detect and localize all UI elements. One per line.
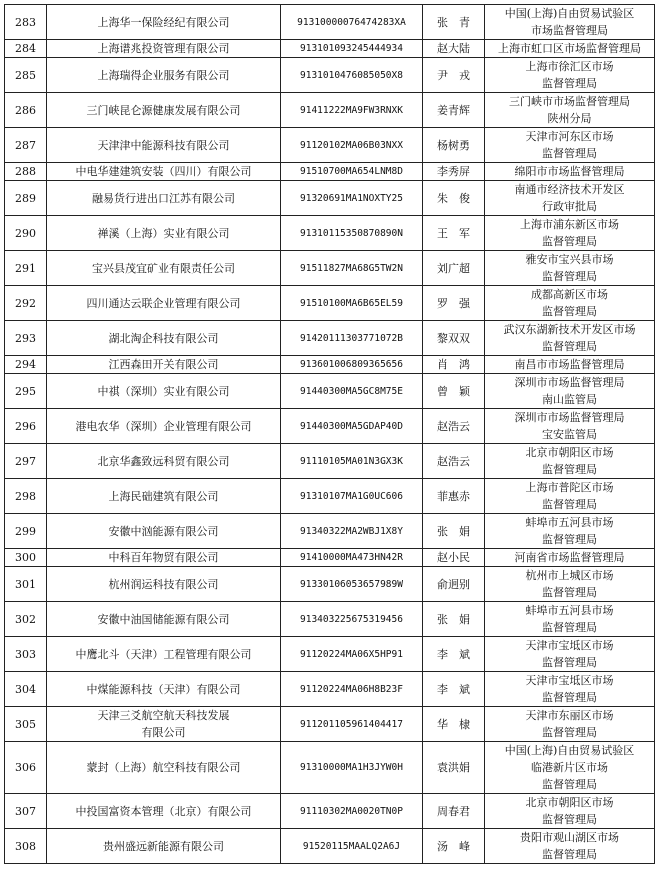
registration-authority (485, 40, 655, 58)
registration-authority (485, 567, 655, 602)
company-registry-table (4, 4, 655, 864)
credit-code: 91120224MA06X5HP91 (281, 637, 423, 672)
credit-code: 91520115MAALQ2A6J (281, 829, 423, 864)
credit-code: 91310115350870890N (281, 216, 423, 251)
legal-representative: 朱 俊 (423, 181, 485, 216)
row-number: 298 (5, 479, 47, 514)
company-name-line: 安徽中油国储能源有限公司 (97, 612, 230, 626)
company-name-line: 中祺（深圳）实业有限公司 (97, 384, 230, 398)
company-name-line: 北京华鑫致远科贸有限公司 (97, 454, 230, 468)
registration-authority (485, 672, 655, 707)
registration-authority-line: 深圳市市场监督管理局 (514, 411, 625, 424)
legal-representative: 王 军 (423, 216, 485, 251)
registration-authority-line: 南通市经济技术开发区 (514, 183, 625, 196)
registration-authority (485, 794, 655, 829)
company-name-line: 上海民础建筑有限公司 (108, 489, 219, 503)
registration-authority (485, 374, 655, 409)
table-row (5, 742, 655, 794)
credit-code: 91120224MA06H8B23F (281, 672, 423, 707)
row-number: 294 (5, 356, 47, 374)
company-name-line: 江西森田开关有限公司 (108, 358, 219, 371)
registration-authority-line: 河南省市场监督管理局 (514, 551, 625, 564)
row-number: 299 (5, 514, 47, 549)
registration-authority-line: 监督管理局 (542, 533, 597, 546)
registration-authority (485, 286, 655, 321)
registration-authority-line: 监督管理局 (542, 305, 597, 318)
registration-authority-line: 中国(上海)自由贸易试验区 (504, 7, 635, 20)
legal-representative: 周春君 (423, 794, 485, 829)
registration-authority (485, 216, 655, 251)
registration-authority (485, 356, 655, 374)
legal-representative: 尹 戎 (423, 58, 485, 93)
registration-authority-line: 三门峡市市场监督管理局 (509, 95, 630, 108)
registration-authority (485, 93, 655, 128)
company-name (47, 216, 281, 251)
company-name (47, 163, 281, 181)
registration-authority-line: 监督管理局 (542, 340, 597, 353)
registration-authority-line: 市场监督管理局 (531, 24, 608, 37)
legal-representative: 李 斌 (423, 672, 485, 707)
registration-authority (485, 549, 655, 567)
registration-authority (485, 444, 655, 479)
company-name (47, 829, 281, 864)
registration-authority-line: 蚌埠市五河县市场 (525, 516, 614, 529)
table-row (5, 128, 655, 163)
registration-authority-line: 监督管理局 (542, 77, 597, 90)
registration-authority-line: 南山监管局 (542, 393, 597, 406)
registration-authority (485, 321, 655, 356)
table-row (5, 672, 655, 707)
company-name (47, 321, 281, 356)
legal-representative: 杨树勇 (423, 128, 485, 163)
credit-code: 91510700MA654LNM8D (281, 163, 423, 181)
registration-authority-line: 宝安监管局 (542, 428, 597, 441)
company-name-line: 禅溪（上海）实业有限公司 (97, 226, 230, 240)
company-name-line: 上海谱兆投资管理有限公司 (97, 42, 230, 55)
table-row (5, 637, 655, 672)
row-number: 287 (5, 128, 47, 163)
company-name (47, 602, 281, 637)
row-number: 289 (5, 181, 47, 216)
company-name-line: 天津津中能源科技有限公司 (97, 138, 230, 152)
row-number: 300 (5, 549, 47, 567)
registration-authority-line: 监督管理局 (542, 463, 597, 476)
registration-authority-line: 监督管理局 (542, 656, 597, 669)
table-row (5, 356, 655, 374)
row-number: 306 (5, 742, 47, 794)
table-row (5, 444, 655, 479)
company-name (47, 444, 281, 479)
legal-representative: 张 娟 (423, 602, 485, 637)
company-name-line: 中电华建建筑安装（四川）有限公司 (75, 165, 252, 178)
registration-authority-line: 上海市虹口区市场监督管理局 (498, 42, 641, 55)
credit-code: 91411222MA9FW3RNXK (281, 93, 423, 128)
registration-authority-line: 天津市宝坻区市场 (525, 674, 614, 687)
company-name (47, 742, 281, 794)
company-name-line: 有限公司 (141, 726, 186, 739)
row-number: 292 (5, 286, 47, 321)
registration-authority (485, 829, 655, 864)
credit-code: 91330106053657989W (281, 567, 423, 602)
company-name-line: 贵州盛远新能源有限公司 (103, 839, 224, 853)
company-name (47, 251, 281, 286)
legal-representative: 张 青 (423, 5, 485, 40)
company-name-line: 中科百年物贸有限公司 (108, 551, 219, 564)
registration-authority (485, 163, 655, 181)
company-name (47, 514, 281, 549)
legal-representative: 张 娟 (423, 514, 485, 549)
legal-representative: 曾 颖 (423, 374, 485, 409)
credit-code: 91440300MA5GDAP40D (281, 409, 423, 444)
registration-authority-line: 行政审批局 (542, 200, 597, 213)
credit-code: 913403225675319456 (281, 602, 423, 637)
legal-representative: 黎双双 (423, 321, 485, 356)
registration-authority-line: 监督管理局 (542, 726, 597, 739)
credit-code: 91110302MA0020TN0P (281, 794, 423, 829)
registration-authority-line: 上海市普陀区市场 (525, 481, 614, 494)
row-number: 307 (5, 794, 47, 829)
table-row (5, 251, 655, 286)
company-name (47, 40, 281, 58)
legal-representative: 赵大陆 (423, 40, 485, 58)
company-name (47, 286, 281, 321)
company-name-line: 上海瑞得企业服务有限公司 (97, 68, 230, 82)
registration-authority (485, 58, 655, 93)
legal-representative: 罗 强 (423, 286, 485, 321)
registration-authority-line: 蚌埠市五河县市场 (525, 604, 614, 617)
credit-code: 91110105MA01N3GX3K (281, 444, 423, 479)
company-name-line: 上海华一保险经纪有限公司 (97, 15, 230, 29)
credit-code: 91420111303771072B (281, 321, 423, 356)
row-number: 288 (5, 163, 47, 181)
registration-authority-line: 天津市河东区市场 (525, 130, 614, 143)
registration-authority (485, 251, 655, 286)
credit-code: 9131010476085050X8 (281, 58, 423, 93)
registration-authority-line: 监督管理局 (542, 691, 597, 704)
legal-representative: 赵浩云 (423, 409, 485, 444)
registration-authority-line: 天津市宝坻区市场 (525, 639, 614, 652)
row-number: 286 (5, 93, 47, 128)
row-number: 303 (5, 637, 47, 672)
legal-representative: 李秀屏 (423, 163, 485, 181)
registration-authority-line: 监督管理局 (542, 147, 597, 160)
registration-authority-line: 杭州市上城区市场 (525, 569, 614, 582)
table-row (5, 286, 655, 321)
company-name (47, 58, 281, 93)
row-number: 301 (5, 567, 47, 602)
registration-authority-line: 成都高新区市场 (531, 288, 608, 301)
row-number: 285 (5, 58, 47, 93)
legal-representative: 肖 鸿 (423, 356, 485, 374)
registration-authority-line: 贵阳市观山湖区市场 (520, 831, 619, 844)
table-row (5, 514, 655, 549)
table-row (5, 794, 655, 829)
registration-authority-line: 监督管理局 (542, 235, 597, 248)
company-name (47, 93, 281, 128)
registration-authority (485, 479, 655, 514)
table-row (5, 707, 655, 742)
company-name (47, 637, 281, 672)
credit-code: 91310107MA1G0UC606 (281, 479, 423, 514)
credit-code: 913601006809365656 (281, 356, 423, 374)
company-name (47, 374, 281, 409)
registration-authority-line: 监督管理局 (542, 270, 597, 283)
company-name (47, 549, 281, 567)
legal-representative: 李 斌 (423, 637, 485, 672)
table-row (5, 58, 655, 93)
table-row (5, 216, 655, 251)
table-row (5, 374, 655, 409)
registration-authority-line: 临港新片区市场 (531, 761, 608, 774)
registration-authority (485, 742, 655, 794)
table-row (5, 40, 655, 58)
registration-authority-line: 监督管理局 (542, 498, 597, 511)
credit-code: 91320691MA1NOXTY25 (281, 181, 423, 216)
company-name-line: 杭州润运科技有限公司 (108, 577, 219, 591)
company-name-line: 安徽中汹能源有限公司 (108, 524, 219, 538)
row-number: 291 (5, 251, 47, 286)
table-row (5, 5, 655, 40)
credit-code: 91511827MA68G5TW2N (281, 251, 423, 286)
registration-authority-line: 天津市东丽区市场 (525, 709, 614, 722)
credit-code: 911201105961404417 (281, 707, 423, 742)
credit-code: 91510100MA6B65EL59 (281, 286, 423, 321)
credit-code: 913101093245444934 (281, 40, 423, 58)
company-name (47, 5, 281, 40)
credit-code: 91310000MA1H3JYW0H (281, 742, 423, 794)
company-name-line: 湖北淘企科技有限公司 (108, 331, 219, 345)
company-name (47, 479, 281, 514)
company-name-line: 天津三爻航空航天科技发展 (97, 709, 230, 722)
credit-code: 91410000MA473HN42R (281, 549, 423, 567)
table-body (5, 5, 655, 864)
table-row (5, 409, 655, 444)
registration-authority-line: 北京市朝阳区市场 (525, 796, 614, 809)
company-name-line: 中鹰北斗（天津）工程管理有限公司 (75, 647, 252, 661)
registration-authority-line: 监督管理局 (542, 621, 597, 634)
row-number: 290 (5, 216, 47, 251)
credit-code: 91120102MA06B03NXX (281, 128, 423, 163)
legal-representative: 汤 峰 (423, 829, 485, 864)
legal-representative: 俞迥别 (423, 567, 485, 602)
table-row (5, 829, 655, 864)
credit-code: 91310000076474283XA (281, 5, 423, 40)
legal-representative: 袁洪娟 (423, 742, 485, 794)
company-name-line: 港电农华（深圳）企业管理有限公司 (75, 419, 252, 433)
company-name (47, 356, 281, 374)
table-row (5, 602, 655, 637)
registration-authority-line: 雅安市宝兴县市场 (525, 253, 614, 266)
registration-authority-line: 北京市朝阳区市场 (525, 446, 614, 459)
company-name (47, 567, 281, 602)
table-row (5, 163, 655, 181)
registration-authority-line: 南昌市市场监督管理局 (514, 358, 625, 371)
row-number: 304 (5, 672, 47, 707)
legal-representative: 赵小民 (423, 549, 485, 567)
table-row (5, 567, 655, 602)
row-number: 284 (5, 40, 47, 58)
row-number: 302 (5, 602, 47, 637)
company-name (47, 181, 281, 216)
table-row (5, 321, 655, 356)
registration-authority (485, 128, 655, 163)
table-row (5, 93, 655, 128)
registration-authority (485, 637, 655, 672)
company-name (47, 794, 281, 829)
row-number: 283 (5, 5, 47, 40)
company-name-line: 三门峡昆仑源健康发展有限公司 (86, 103, 241, 117)
table-row (5, 549, 655, 567)
legal-representative: 姜青辉 (423, 93, 485, 128)
credit-code: 91440300MA5GC8M75E (281, 374, 423, 409)
registration-authority-line: 中国(上海)自由贸易试验区 (504, 744, 635, 757)
row-number: 296 (5, 409, 47, 444)
registration-authority-line: 监督管理局 (542, 813, 597, 826)
company-name-line: 宝兴县茂宜矿业有限责任公司 (92, 261, 235, 275)
row-number: 305 (5, 707, 47, 742)
registration-authority-line: 武汉东湖新技术开发区市场 (503, 323, 636, 336)
registration-authority-line: 上海市徐汇区市场 (525, 60, 614, 73)
company-name (47, 672, 281, 707)
company-name-line: 融易货行进出口江苏有限公司 (92, 191, 235, 205)
company-name (47, 409, 281, 444)
table-row (5, 181, 655, 216)
row-number: 308 (5, 829, 47, 864)
registration-authority (485, 5, 655, 40)
registration-authority-line: 深圳市市场监督管理局 (514, 376, 625, 389)
registration-authority-line: 监督管理局 (542, 586, 597, 599)
table-row (5, 479, 655, 514)
registration-authority (485, 409, 655, 444)
registration-authority-line: 监督管理局 (542, 778, 597, 791)
registration-authority (485, 514, 655, 549)
registration-authority (485, 181, 655, 216)
credit-code: 91340322MA2WBJ1X8Y (281, 514, 423, 549)
row-number: 293 (5, 321, 47, 356)
registration-authority (485, 602, 655, 637)
company-name-line: 中煤能源科技（天津）有限公司 (86, 682, 241, 696)
row-number: 297 (5, 444, 47, 479)
registration-authority-line: 监督管理局 (542, 848, 597, 861)
registration-authority-line: 上海市浦东新区市场 (520, 218, 619, 231)
company-name-line: 中投国富资本管理（北京）有限公司 (75, 804, 252, 818)
legal-representative: 刘广超 (423, 251, 485, 286)
legal-representative: 赵浩云 (423, 444, 485, 479)
registration-authority (485, 707, 655, 742)
row-number: 295 (5, 374, 47, 409)
company-name (47, 707, 281, 742)
company-name-line: 蒙封（上海）航空科技有限公司 (86, 761, 241, 774)
legal-representative: 菲惠赤 (423, 479, 485, 514)
company-name-line: 四川通达云联企业管理有限公司 (86, 296, 241, 310)
legal-representative: 华 棣 (423, 707, 485, 742)
registration-authority-line: 绵阳市市场监督管理局 (514, 165, 625, 178)
company-name (47, 128, 281, 163)
registration-authority-line: 陕州分局 (547, 112, 592, 125)
